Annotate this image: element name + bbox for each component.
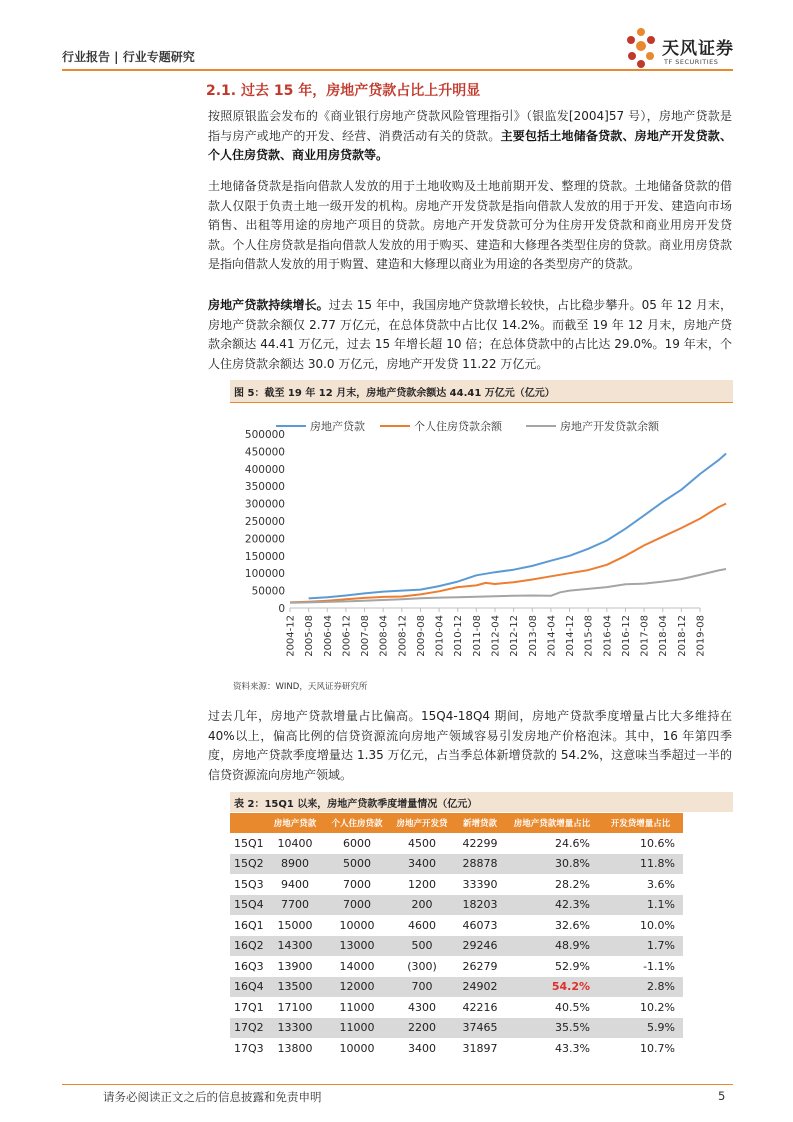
table-row [230, 854, 683, 875]
table-cell: 4500 [408, 836, 436, 850]
x-tick-label: 2006-12 [341, 615, 353, 657]
x-tick-label: 2008-04 [378, 615, 390, 657]
table-row [230, 915, 683, 936]
table-header-cell: 开发贷增量占比 [598, 813, 683, 833]
table-cell: 6000 [343, 836, 371, 850]
y-tick-label: 100000 [244, 568, 285, 581]
figure-title-bar [230, 380, 733, 403]
table-row [230, 956, 683, 977]
table-cell: 7700 [266, 895, 324, 916]
footer-divider [62, 1084, 733, 1085]
logo-mark-icon [622, 26, 660, 70]
paragraph-1 [208, 107, 732, 166]
table-header-cell: 房地产开发贷 [390, 813, 454, 833]
table-cell: 15000 [277, 918, 313, 932]
x-tick-label: 2006-04 [322, 615, 334, 657]
table-cell: 16Q2 [230, 936, 266, 957]
x-tick-label: 2009-08 [415, 615, 427, 657]
table-cell: 40.5% [555, 1000, 590, 1014]
x-tick-label: 2016-12 [620, 615, 632, 657]
table-cell: 200 [390, 895, 454, 916]
section-title: 2.1. 过去 15 年，房地产贷款占比上升明显 [206, 83, 481, 99]
legend-label: 个人住房贷款余额 [414, 420, 502, 433]
table-cell: 13300 [266, 1018, 324, 1039]
x-tick-label: 2010-04 [434, 615, 446, 657]
table-header-cell [230, 813, 266, 833]
table-header-cell: 房地产贷款增量占比 [506, 813, 598, 833]
series-line-1 [309, 454, 726, 599]
table-cell: 33390 [462, 877, 498, 891]
paragraph-4: 过去几年，房地产贷款增量占比偏高。15Q4-18Q4 期间，房地产贷款季度增量占比大多维持在 40%以上，偏高比例的信贷资源流向房地产领域容易引发房地产价格泡沫。其中，16 年第四季度，房地产贷款季度增量达 1.35 万亿元，占当季总体新增贷款的 54.2%，这意味当季超过一半的信贷资源流向房地产领域。 [208, 709, 732, 782]
table-cell: 15Q1 [234, 836, 264, 850]
table-cell: 14300 [266, 936, 324, 957]
x-tick-label: 2014-04 [546, 615, 558, 657]
table-header-cell: 房地产贷款 [266, 813, 324, 833]
table-cell: 17100 [277, 1000, 313, 1014]
table-cell: 13900 [277, 959, 313, 973]
table-cell: 31897 [462, 1041, 498, 1055]
table-cell: 16Q1 [234, 918, 264, 932]
x-tick-label: 2014-12 [565, 615, 577, 657]
table-cell: 46073 [462, 918, 498, 932]
report-category: 行业报告 | 行业专题研究 [62, 50, 195, 64]
header-divider [62, 69, 733, 71]
table-cell: 18203 [454, 895, 506, 916]
logo-subtext: TF SECURITIES [664, 58, 719, 66]
y-tick-label: 250000 [244, 516, 285, 528]
table-row [230, 895, 683, 916]
table-title-bar [230, 792, 733, 812]
table-cell: 32.6% [555, 918, 590, 932]
series-line-2 [290, 504, 726, 603]
table-cell: 11.8% [598, 854, 683, 875]
y-tick-label: 150000 [244, 550, 285, 563]
loan-balance-chart [230, 408, 733, 678]
table-row [230, 874, 683, 895]
table-cell: 13500 [266, 977, 324, 998]
logo-text: 天风证券 [662, 39, 734, 59]
x-tick-label: 2016-04 [602, 615, 614, 657]
table-cell: 24.6% [555, 836, 590, 850]
table-header-row [230, 813, 683, 833]
x-tick-label: 2008-12 [397, 615, 409, 657]
quarterly-increment-table [230, 813, 683, 1059]
footer-disclaimer: 请务必阅读正文之后的信息披露和免责申明 [103, 1090, 322, 1104]
paragraph-3 [208, 296, 732, 374]
figure-source: 资料来源：WIND，天风证券研究所 [233, 682, 368, 692]
x-tick-label: 2010-12 [453, 615, 465, 657]
table-cell: 10.6% [640, 836, 675, 850]
table-row [230, 936, 683, 957]
table-cell: 29246 [454, 936, 506, 957]
figure-title: 图 5：截至 19 年 12 月末，房地产贷款余额达 44.41 万亿元（亿元） [234, 388, 555, 399]
table-cell: 54.2% [506, 977, 598, 998]
y-tick-label: 50000 [251, 585, 285, 598]
table-cell: 4600 [408, 918, 436, 932]
paragraph-3-emphasis: 房地产贷款持续增长。 [208, 298, 329, 312]
y-tick-label: 300000 [244, 498, 285, 511]
y-tick-label: 450000 [244, 446, 285, 459]
table-cell: 10000 [339, 918, 375, 932]
table-cell: 10.7% [640, 1041, 675, 1055]
table-cell: 42216 [462, 1000, 498, 1014]
table-cell: 10000 [339, 1041, 375, 1055]
table-row [230, 1038, 683, 1059]
x-tick-label: 2004-12 [285, 615, 297, 657]
y-tick-label: 0 [278, 603, 285, 615]
table-cell: 2200 [390, 1018, 454, 1039]
table-cell: 10.2% [640, 1000, 675, 1014]
x-tick-label: 2011-08 [471, 615, 483, 657]
y-tick-label: 500000 [244, 429, 285, 441]
table-cell: 17Q1 [234, 1000, 264, 1014]
y-tick-label: 350000 [244, 481, 285, 494]
table-cell: 4300 [408, 1000, 436, 1014]
table-cell: 28.2% [555, 877, 590, 891]
x-tick-label: 2018-12 [676, 615, 688, 657]
table-cell: 8900 [266, 854, 324, 875]
table-title: 表 2：15Q1 以来，房地产贷款季度增量情况（亿元） [234, 799, 478, 810]
table-cell: 7000 [343, 877, 371, 891]
table-cell: 700 [390, 977, 454, 998]
table-cell: 11000 [339, 1000, 375, 1014]
table-cell: 30.8% [506, 854, 598, 875]
x-tick-label: 2007-08 [360, 615, 372, 657]
table-cell: 7000 [324, 895, 390, 916]
table-cell: 10.0% [640, 918, 675, 932]
table-cell: 42299 [462, 836, 498, 850]
table-cell: 37465 [454, 1018, 506, 1039]
table-cell: 43.3% [555, 1041, 590, 1055]
table-header-cell: 新增贷款 [454, 813, 506, 833]
table-cell: 15Q4 [230, 895, 266, 916]
company-logo [622, 26, 742, 70]
x-tick-label: 2015-08 [583, 615, 595, 657]
y-tick-label: 400000 [244, 463, 285, 476]
table-cell: 2.8% [598, 977, 683, 998]
table-cell: 9400 [281, 877, 309, 891]
table-row [230, 833, 683, 854]
table-cell: 12000 [324, 977, 390, 998]
x-tick-label: 2018-04 [658, 615, 670, 657]
table-cell: 13800 [277, 1041, 313, 1055]
page-number: 5 [718, 1089, 726, 1103]
table-cell: 24902 [454, 977, 506, 998]
x-tick-label: 2019-08 [695, 615, 707, 657]
table-cell: 26279 [462, 959, 498, 973]
table-cell: 500 [390, 936, 454, 957]
table-cell: 5000 [324, 854, 390, 875]
x-tick-label: 2012-04 [490, 615, 502, 657]
table-cell: 10400 [277, 836, 313, 850]
table-cell: 3400 [408, 1041, 436, 1055]
table-cell: 1.7% [598, 936, 683, 957]
paragraph-1-emphasis: 主要包括土地储备贷款、房地产开发贷款、个人住房贷款、商业用房贷款等。 [208, 128, 732, 162]
table-cell: 3.6% [647, 877, 675, 891]
table-row [230, 1018, 683, 1039]
legend-label: 房地产贷款 [310, 420, 365, 433]
table-row [230, 977, 683, 998]
paragraph-1-text: 按照原银监会发布的《商业银行房地产贷款风险管理指引》（银监发[2004]57 号），房地产贷款是指与房产或地产的开发、经营、消费活动有关的贷款。 [208, 109, 732, 143]
table-cell: 11000 [324, 1018, 390, 1039]
table-cell: 35.5% [506, 1018, 598, 1039]
table-cell: 3400 [390, 854, 454, 875]
x-tick-label: 2012-12 [509, 615, 521, 657]
paragraph-3-text: 过去 15 年中，我国房地产贷款增长较快，占比稳步攀升。05 年 12 月末，房地产贷款余额仅 2.77 万亿元，在总体贷款中占比仅 14.2%。而截至 19 年 12 月末，房地产贷款余额达 44.41 万亿元，过去 15 年增长超 10 倍；在总体贷款中的占比达 29.0%。19 年末，个人住房贷款余额达 30.0 万亿元，房地产开发贷 11.22 万亿元。 [208, 298, 732, 371]
table-cell: 17Q3 [234, 1041, 264, 1055]
table-row [230, 997, 683, 1018]
table-cell: 1200 [408, 877, 436, 891]
table-cell: -1.1% [643, 959, 675, 973]
table-cell: 48.9% [506, 936, 598, 957]
x-tick-label: 2005-08 [304, 615, 316, 657]
table-cell: 42.3% [506, 895, 598, 916]
table-cell: 15Q3 [234, 877, 264, 891]
table-cell: 28878 [454, 854, 506, 875]
paragraph-2: 土地储备贷款是指向借款人发放的用于土地收购及土地前期开发、整理的贷款。土地储备贷款的借款人仅限于负责土地一级开发的机构。房地产开发贷款是指向借款人发放的用于开发、建造向市场销售、出租等用途的房地产项目的贷款。房地产开发贷款可分为住房开发贷款和商业用房开发贷款。个人住房贷款是指向借款人发放的用于购买、建造和大修理各类型住房的贷款。商业用房贷款是指向借款人发放的用于购置、建造和大修理以商业为用途的各类型房产的贷款。 [208, 179, 732, 271]
table-cell: 5.9% [598, 1018, 683, 1039]
table-header-cell: 个人住房贷款 [324, 813, 390, 833]
x-tick-label: 2013-08 [527, 615, 539, 657]
table-cell: 1.1% [598, 895, 683, 916]
table-cell: (300) [407, 959, 437, 973]
table-cell: 16Q4 [230, 977, 266, 998]
table-cell: 17Q2 [230, 1018, 266, 1039]
table-cell: 52.9% [555, 959, 590, 973]
table-cell: 15Q2 [230, 854, 266, 875]
x-tick-label: 2017-08 [639, 615, 651, 657]
table-cell: 13000 [324, 936, 390, 957]
legend-label: 房地产开发贷款余额 [560, 420, 659, 433]
table-cell: 14000 [339, 959, 375, 973]
y-tick-label: 200000 [244, 533, 285, 546]
table-cell: 16Q3 [234, 959, 264, 973]
